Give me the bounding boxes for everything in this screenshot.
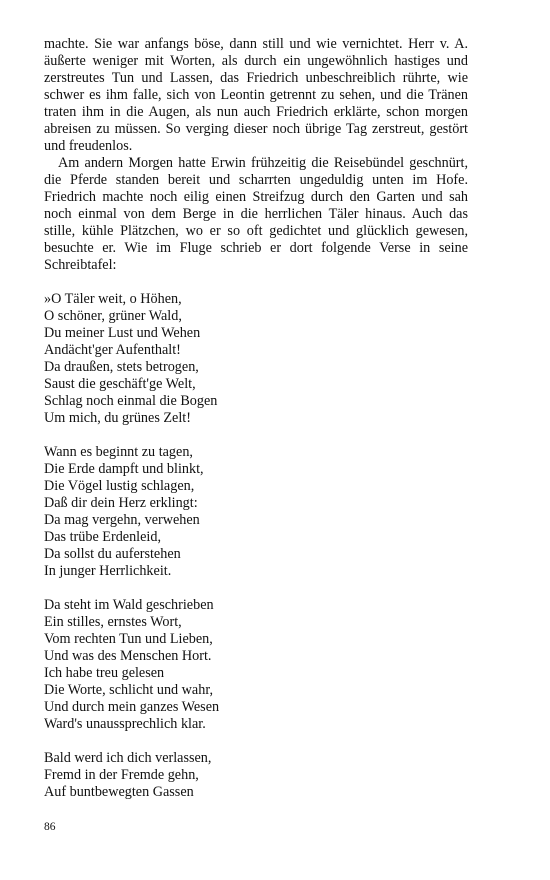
poem-line: Ein stilles, ernstes Wort, [44,614,182,630]
poem-line: Du meiner Lust und Wehen [44,325,201,341]
poem-line: Auf buntbewegten Gassen [44,784,194,800]
poem-line: Fremd in der Fremde gehn, [44,767,199,783]
page-number: 86 [44,821,56,833]
poem-line: Da draußen, stets betrogen, [44,359,199,375]
poem-line: Da steht im Wald geschrieben [44,597,214,613]
poem [44,291,468,801]
poem-line: Da sollst du auferstehen [44,546,181,562]
poem-line: Um mich, du grünes Zelt! [44,410,191,426]
poem-line: O schöner, grüner Wald, [44,308,182,324]
poem-line: Andächt'ger Aufenthalt! [44,342,181,358]
poem-line: Vom rechten Tun und Lieben, [44,631,213,647]
poem-line: In junger Herrlichkeit. [44,563,172,579]
poem-stanza [44,597,468,733]
poem-line: »O Täler weit, o Höhen, [44,291,182,307]
poem-line: Daß dir dein Herz erklingt: [44,495,198,511]
poem-line: Die Vögel lustig schlagen, [44,478,195,494]
poem-line: Und durch mein ganzes Wesen [44,699,220,715]
poem-line: Schlag noch einmal die Bogen [44,393,218,409]
poem-line: Die Worte, schlicht und wahr, [44,682,214,698]
paragraph: machte. Sie war anfangs böse, dann still und wie vernichtet. Herr v. A. äußerte weniger mit Worten, als durch ein ungewöhnlich hastiges und zerstreutes Tun und Lassen, das Friedrich unbeschreiblich rührte, wie schwer es ihm falle, sich von Leontin getrennt zu sehen, und die Tränen traten ihm in die Augen, als nun auch Friedrich erklärte, schon morgen abreisen zu müssen. So verging dieser noch übrige Tag zerstreut, gestört und freudenlos. [44,36,468,154]
poem-stanza [44,291,468,427]
poem-line: Und was des Menschen Hort. [44,648,212,664]
poem-line: Wann es beginnt zu tagen, [44,444,193,460]
book-page [44,36,468,818]
poem-line: Ich habe treu gelesen [44,665,165,681]
poem-line: Das trübe Erdenleid, [44,529,162,545]
poem-line: Die Erde dampft und blinkt, [44,461,204,477]
poem-stanza [44,750,468,801]
poem-line: Saust die geschäft'ge Welt, [44,376,196,392]
paragraph: Am andern Morgen hatte Erwin frühzeitig die Reisebündel geschnürt, die Pferde standen bereit und scharrten ungeduldig unten im Hofe. Friedrich machte noch eilig einen Streifzug durch den Garten und sah noch einmal von dem Berge in die herrlichen Täler hinaus. Auch das stille, kühle Plätzchen, wo er so oft gedichtet und glücklich gewesen, besuchte er. Wie im Fluge schrieb er dort folgende Verse in seine Schreibtafel: [44,155,468,273]
poem-line: Da mag vergehn, verwehen [44,512,200,528]
prose-section [44,36,468,274]
poem-stanza [44,444,468,580]
poem-line: Ward's unaussprechlich klar. [44,716,206,732]
poem-line: Bald werd ich dich verlassen, [44,750,212,766]
